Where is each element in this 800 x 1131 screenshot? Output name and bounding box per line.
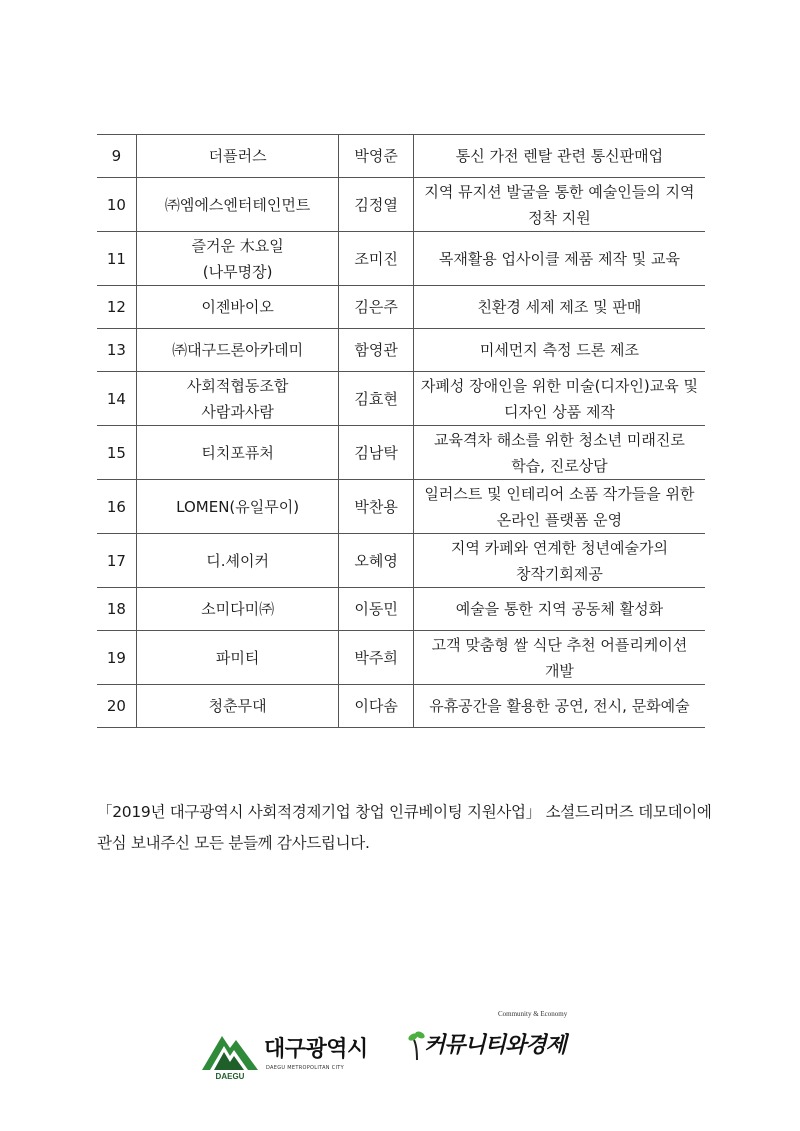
business-description-line: 정착 지원 bbox=[528, 208, 591, 227]
table-row bbox=[97, 178, 705, 232]
business-description bbox=[413, 178, 705, 232]
company-name-line: 청춘무대 bbox=[208, 697, 267, 715]
business-description-line: 학습, 진로상담 bbox=[511, 456, 608, 475]
row-number: 14 bbox=[106, 389, 126, 408]
row-number: 19 bbox=[106, 648, 126, 667]
business-description bbox=[413, 534, 705, 588]
representative-name: 김은주 bbox=[339, 286, 413, 329]
row-number: 18 bbox=[106, 600, 126, 618]
business-description bbox=[413, 631, 705, 685]
business-description-line: 개발 bbox=[544, 661, 574, 680]
business-description-line: 유휴공간을 활용한 공연, 전시, 문화예술 bbox=[429, 697, 690, 715]
company-name-line: 디.셰이커 bbox=[206, 551, 269, 570]
company-name-line: (나무명장) bbox=[202, 262, 273, 281]
business-description-line: 친환경 세제 제조 및 판매 bbox=[477, 298, 642, 316]
business-description-line: 지역 카페와 연계한 청년예술가의 bbox=[450, 538, 669, 557]
company-name bbox=[136, 286, 339, 329]
representative-name: 이다솜 bbox=[339, 685, 413, 728]
row-number: 20 bbox=[106, 697, 126, 715]
company-name bbox=[136, 534, 339, 588]
community-logo-en-text: Community & Economy bbox=[498, 1010, 568, 1018]
business-description-line: 통신 가전 렌탈 관련 통신판매업 bbox=[455, 147, 664, 165]
business-description-line: 목재활용 업사이클 제품 제작 및 교육 bbox=[438, 249, 681, 268]
table-row bbox=[97, 135, 705, 178]
company-name-line: 사람과사람 bbox=[201, 402, 274, 421]
table-row bbox=[97, 372, 705, 426]
company-name bbox=[136, 232, 339, 286]
business-description-line: 미세먼지 측정 드론 제조 bbox=[479, 341, 640, 359]
row-number: 15 bbox=[106, 443, 126, 462]
representative-name: 이동민 bbox=[339, 588, 413, 631]
table-row bbox=[97, 685, 705, 728]
business-description-line: 디자인 상품 제작 bbox=[503, 402, 615, 421]
row-number: 10 bbox=[106, 195, 126, 214]
table-row bbox=[97, 534, 705, 588]
table-row bbox=[97, 329, 705, 372]
company-name bbox=[136, 685, 339, 728]
row-number: 16 bbox=[106, 497, 126, 516]
daegu-mountain-icon bbox=[200, 1028, 260, 1080]
company-name bbox=[136, 329, 339, 372]
table-row bbox=[97, 588, 705, 631]
companies-table bbox=[97, 134, 705, 728]
table-row bbox=[97, 426, 705, 480]
table-row bbox=[97, 232, 705, 286]
business-description-line: 교육격차 해소를 위한 청소년 미래진로 bbox=[433, 430, 685, 449]
company-name bbox=[136, 426, 339, 480]
company-name bbox=[136, 631, 339, 685]
business-description-line: 자폐성 장애인을 위한 미술(디자인)교육 및 bbox=[420, 376, 698, 395]
company-name bbox=[136, 480, 339, 534]
business-description-line: 지역 뮤지션 발굴을 통한 예술인들의 지역 bbox=[424, 182, 695, 201]
representative-name: 박주희 bbox=[339, 631, 413, 685]
business-description bbox=[413, 286, 705, 329]
representative-name: 함영관 bbox=[339, 329, 413, 372]
business-description bbox=[413, 685, 705, 728]
table-row bbox=[97, 631, 705, 685]
footer-logos bbox=[200, 1010, 600, 1090]
company-name bbox=[136, 135, 339, 178]
thanks-line-1: 「2019년 대구광역시 사회적경제기업 창업 인큐베이팅 지원사업」 소셜드리머즈 데모데이에 bbox=[97, 803, 712, 821]
business-description bbox=[413, 329, 705, 372]
table-row bbox=[97, 480, 705, 534]
daegu-badge-text: DAEGU bbox=[215, 1072, 245, 1080]
company-name bbox=[136, 178, 339, 232]
company-name bbox=[136, 588, 339, 631]
company-name bbox=[136, 372, 339, 426]
representative-name: 김남탁 bbox=[339, 426, 413, 480]
business-description-line: 일러스트 및 인테리어 소품 작가들을 위한 bbox=[424, 484, 695, 503]
representative-name: 조미진 bbox=[339, 232, 413, 286]
business-description bbox=[413, 480, 705, 534]
business-description bbox=[413, 135, 705, 178]
business-description bbox=[413, 588, 705, 631]
community-logo-ko-text: 커뮤니티와경제 bbox=[424, 1032, 566, 1058]
company-name-line: LOMEN(유일무이) bbox=[176, 497, 300, 516]
business-description bbox=[413, 232, 705, 286]
thanks-message bbox=[97, 797, 717, 859]
representative-name: 박찬용 bbox=[339, 480, 413, 534]
business-description bbox=[413, 426, 705, 480]
row-number: 13 bbox=[106, 341, 126, 359]
daegu-city-logo bbox=[200, 1028, 380, 1084]
business-description-line: 창작기회제공 bbox=[515, 564, 603, 583]
business-description bbox=[413, 372, 705, 426]
company-name-line: 즐거운 木요일 bbox=[191, 236, 284, 255]
company-name-line: 이젠바이오 bbox=[201, 298, 274, 316]
daegu-logo-text: 대구광역시 bbox=[264, 1037, 368, 1062]
community-economy-logo bbox=[408, 1010, 598, 1080]
representative-name: 오혜영 bbox=[339, 534, 413, 588]
company-name-line: ㈜엠에스엔터테인먼트 bbox=[164, 195, 311, 214]
company-name-line: 티치포퓨처 bbox=[201, 443, 274, 462]
business-description-line: 온라인 플랫폼 운영 bbox=[496, 510, 623, 529]
company-name-line: 더플러스 bbox=[208, 147, 267, 165]
business-description-line: 예술을 통한 지역 공동체 활성화 bbox=[455, 600, 664, 618]
companies-table-body bbox=[97, 135, 705, 728]
thanks-line-2: 관심 보내주신 모든 분들께 감사드립니다. bbox=[97, 834, 370, 852]
representative-name: 박영준 bbox=[339, 135, 413, 178]
business-description-line: 고객 맞춤형 쌀 식단 추천 어플리케이션 bbox=[431, 635, 688, 654]
daegu-logo-subtext: DAEGU METROPOLITAN CITY bbox=[266, 1065, 345, 1071]
representative-name: 김정열 bbox=[339, 178, 413, 232]
company-name-line: 소미다미㈜ bbox=[201, 600, 275, 618]
row-number: 12 bbox=[106, 298, 126, 316]
row-number: 9 bbox=[111, 147, 122, 165]
representative-name: 김효현 bbox=[339, 372, 413, 426]
company-name-line: 사회적협동조합 bbox=[186, 376, 289, 395]
company-name-line: ㈜대구드론아카데미 bbox=[172, 341, 304, 359]
row-number: 11 bbox=[106, 249, 126, 268]
row-number: 17 bbox=[106, 551, 126, 570]
table-row bbox=[97, 286, 705, 329]
company-name-line: 파미티 bbox=[215, 648, 260, 667]
